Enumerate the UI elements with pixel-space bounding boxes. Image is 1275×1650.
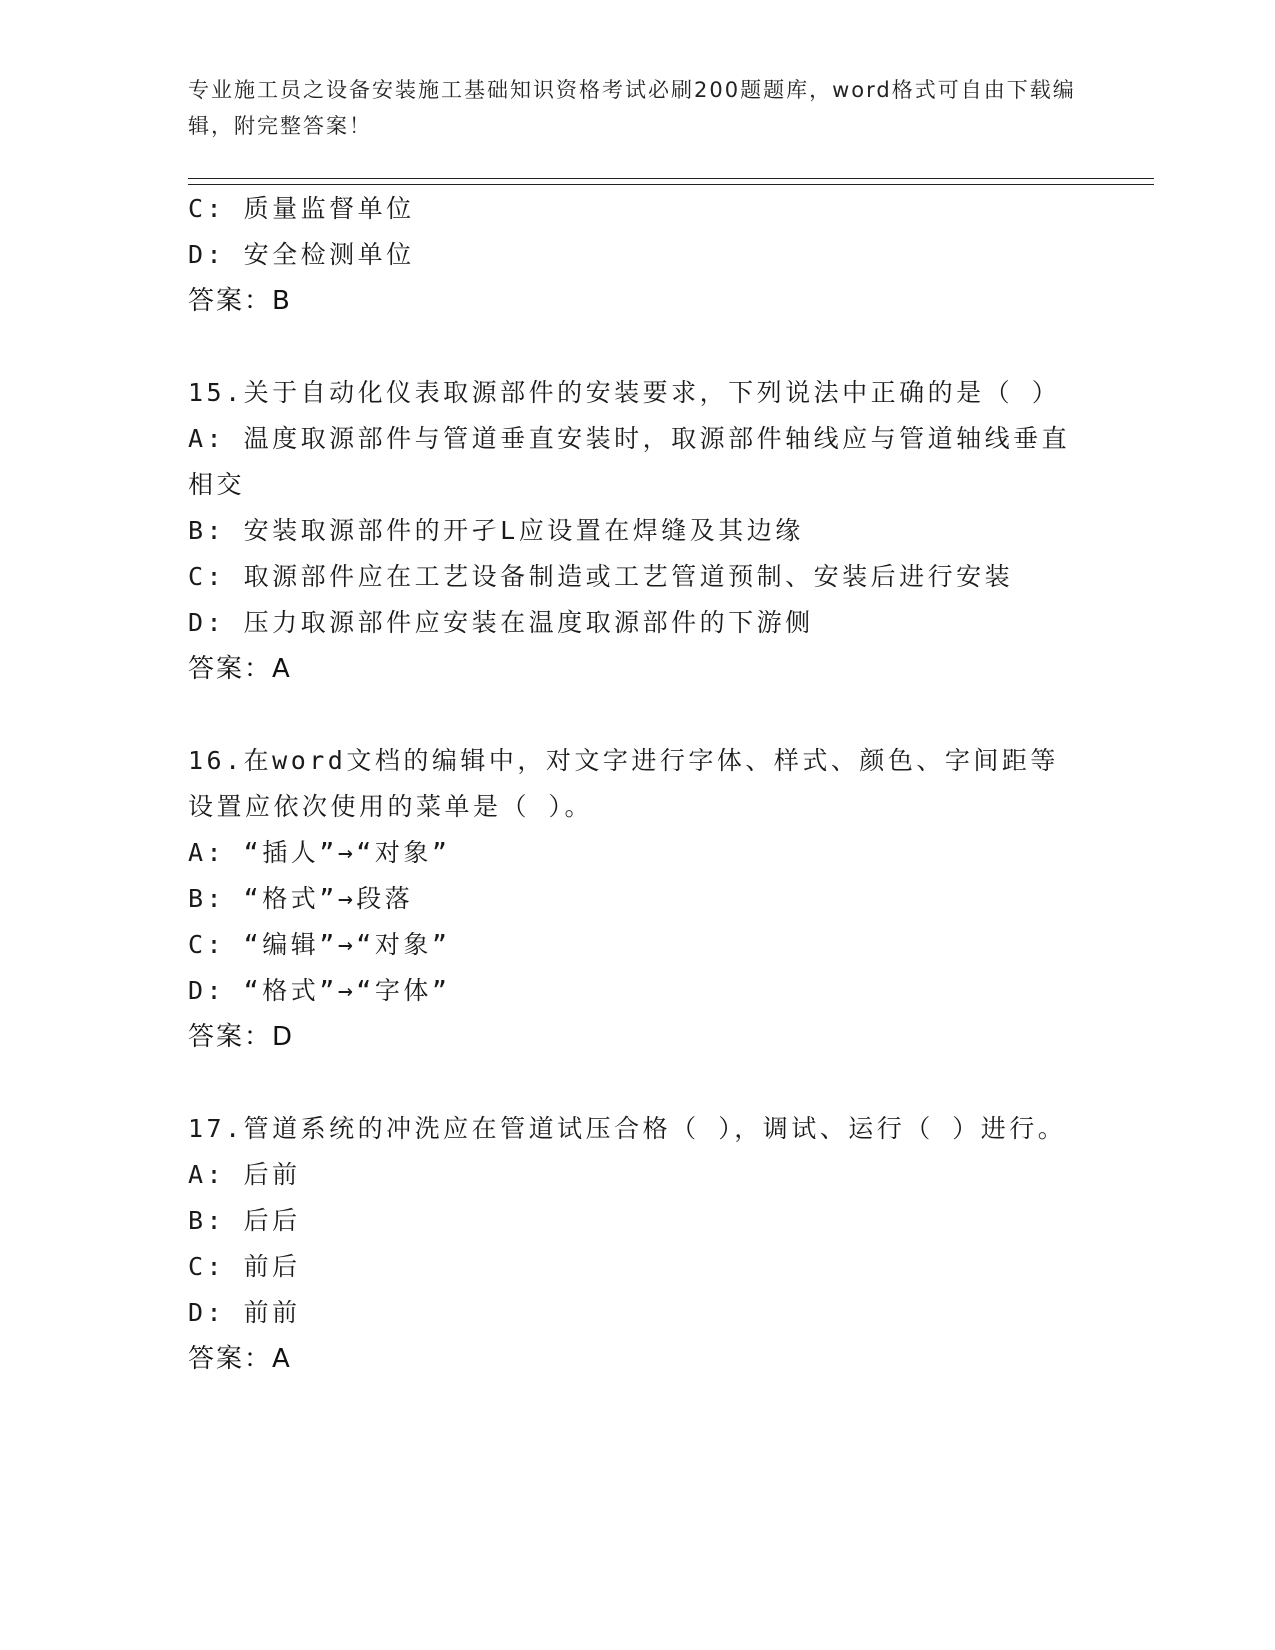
option-b: B: 后后 [188,1206,301,1235]
answer-line: 答案：A [188,654,292,684]
question-stem: 17.管道系统的冲洗应在管道试压合格（ ），调试、运行（ ）进行。 [188,1114,1067,1143]
question-block-15 [188,370,1088,692]
answer-line: 答案：A [188,1344,292,1374]
option-d: D: 前前 [188,1298,301,1327]
option-d: D: 压力取源部件应安装在温度取源部件的下游侧 [188,608,814,637]
option-a: A: 后前 [188,1160,301,1189]
option-d: D: “格式”→“字体” [188,976,451,1005]
question-stem: 16.在word文档的编辑中，对文字进行字体、样式、颜色、字间距等设置应依次使用的菜单是（ ）。 [188,746,1059,821]
document-header-title: 专业施工员之设备安装施工基础知识资格考试必刷200题题库，word格式可自由下载编辑，附完整答案！ [188,78,1076,138]
answer-line: 答案：D [188,1022,295,1052]
option-b: B: “格式”→段落 [188,884,414,913]
option-b: B: 安装取源部件的开孑L应设置在焊缝及其边缘 [188,516,804,545]
option-a: A: “插人”→“对象” [188,838,451,867]
question-block-16 [188,738,1088,1060]
answer-line: 答案：B [188,286,292,316]
question-list [188,186,1088,1382]
option-c: C: “编辑”→“对象” [188,930,451,959]
option-c: C: 质量监督单位 [188,194,415,223]
question-block-17 [188,1106,1088,1382]
option-a: A: 温度取源部件与管道垂直安装时，取源部件轴线应与管道轴线垂直相交 [188,424,1071,499]
option-c: C: 前后 [188,1252,301,1281]
option-c: C: 取源部件应在工艺设备制造或工艺管道预制、安装后进行安装 [188,562,1014,591]
header-divider-bottom [188,184,1154,185]
question-stem: 15.关于自动化仪表取源部件的安装要求，下列说法中正确的是（ ） [188,378,1061,407]
header-divider-top [188,178,1154,179]
option-d: D: 安全检测单位 [188,240,415,269]
